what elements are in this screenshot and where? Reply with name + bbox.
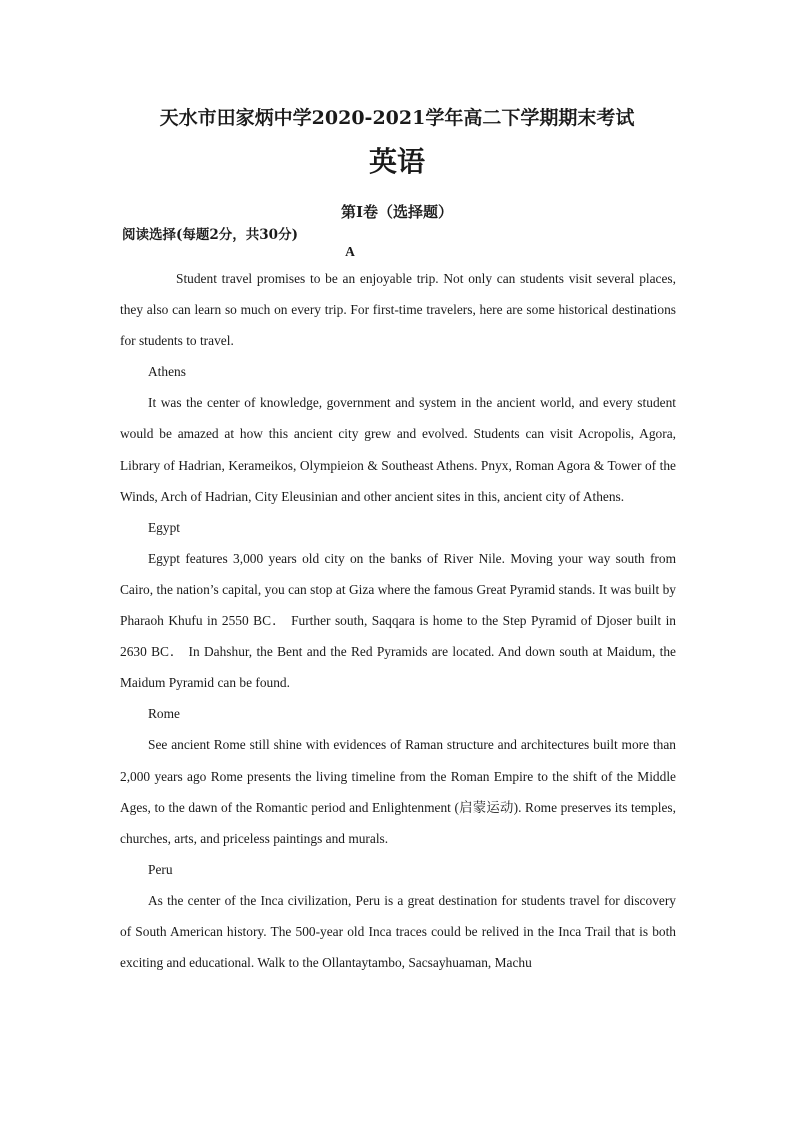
exam-title: 天水市田家炳中学2020-2021学年高二下学期期末考试 xyxy=(159,107,635,129)
passage-body xyxy=(120,263,676,978)
peru-paragraph: As the center of the Inca civilization, Peru is a great destination for students travel for discovery of South American history. The 500-year old Inca traces could be relived in the Inca Trail that is both exciting and educational. Walk to the Ollantaytambo, Sacsayhuaman, Machu xyxy=(120,892,676,971)
athens-paragraph: It was the center of knowledge, government and system in the ancient world, and every student would be amazed at how this ancient city grew and evolved. Students can visit Acropolis, Agora, Library of Hadrian, Kerameikos, Olympieion & Southeast Athens. Pnyx, Roman Agora & Tower of the Winds, Arch of Hadrian, City Eleusinian and other ancient sites in this, ancient city of Athens. xyxy=(120,395,676,504)
rome-paragraph: See ancient Rome still shine with evidences of Raman structure and architectures built more than 2,000 years ago Rome presents the living timeline from the Roman Empire to the shift of the Middle Ages, to the dawn of the Romantic period and Enlightenment (启蒙运动). Rome preserves its temples, churches, arts, and priceless paintings and murals. xyxy=(120,737,676,846)
volume-heading: 第I卷（选择题） xyxy=(340,203,454,221)
intro-paragraph: Student travel promises to be an enjoyable trip. Not only can students visit several places, they also can learn so much on every trip. For first-time travelers, here are some historical destinations for students to travel. xyxy=(120,271,676,349)
subject-title: 英语 xyxy=(368,145,425,178)
rome-heading: Rome xyxy=(148,706,180,722)
section-heading: 阅读选择(每题2分，共30分) xyxy=(122,227,298,243)
egypt-paragraph: Egypt features 3,000 years old city on the banks of River Nile. Moving your way south from Cairo, the nation’s capital, you can stop at Giza where the famous Great Pyramid stands. It was built by Pharaoh Khufu in 2550 BC． Further south, Saqqara is home to the Step Pyramid of Djoser built in 2630 BC． In Dahshur, the Bent and the Red Pyramids are located. And down south at Maidum, the Maidum Pyramid can be found. xyxy=(120,550,676,691)
passage-letter: A xyxy=(345,244,355,259)
egypt-heading: Egypt xyxy=(148,519,180,535)
peru-heading: Peru xyxy=(148,861,173,877)
athens-heading: Athens xyxy=(148,364,186,380)
